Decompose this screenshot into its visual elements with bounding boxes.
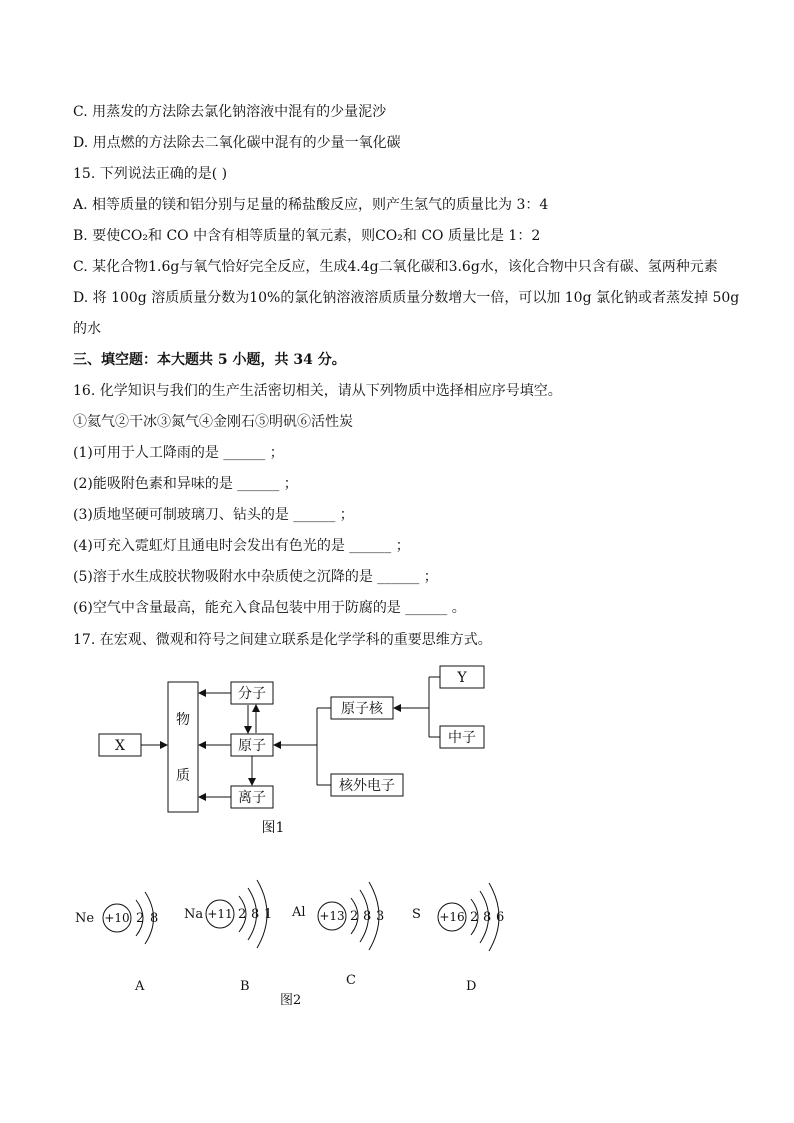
question-15-option-a: A. 相等质量的镁和铝分别与足量的稀盐酸反应，则产生氢气的质量比为 3：4 xyxy=(73,197,549,213)
atom-b-symbol: Na xyxy=(184,907,204,922)
box-substance xyxy=(168,682,198,812)
question-16-item-3: (3)质地坚硬可制玻璃刀、钻头的是 ______ ； xyxy=(73,507,354,523)
atom-b-label: B xyxy=(240,979,250,994)
figure-1-diagram xyxy=(95,664,495,839)
atom-c-charge: +13 xyxy=(319,909,345,923)
label-ion: 离子 xyxy=(238,790,266,806)
figure-1-caption: 图1 xyxy=(261,820,285,836)
question-17-stem: 17. 在宏观、微观和符号之间建立联系是化学学科的重要思维方式。 xyxy=(73,632,492,648)
atom-b-shell-2: 8 xyxy=(251,907,260,922)
question-line-14c: C. 用蒸发的方法除去氯化钠溶液中混有的少量泥沙 xyxy=(73,104,387,120)
question-15-option-d-cont: 的水 xyxy=(73,321,101,337)
atom-c-label: C xyxy=(346,973,356,988)
section-heading: 三、填空题：本大题共 5 小题，共 34 分。 xyxy=(73,352,346,368)
question-16-item-2: (2)能吸附色素和异味的是 ______ ； xyxy=(73,476,298,492)
label-nucleus: 原子核 xyxy=(341,701,383,717)
atom-d-charge: +16 xyxy=(439,910,465,924)
atom-a-charge: +10 xyxy=(104,911,130,925)
question-15-option-d: D. 将 100g 溶质质量分数为10%的氯化钠溶液溶质质量分数增大一倍，可以加 10g 氯化钠或者蒸发掉 50g xyxy=(73,290,740,306)
question-16-item-4: (4)可充入霓虹灯且通电时会发出有色光的是 ______ ； xyxy=(73,538,410,554)
atom-d-shell-2: 8 xyxy=(483,910,492,925)
question-16-stem: 16. 化学知识与我们的生产生活密切相关，请从下列物质中选择相应序号填空。 xyxy=(73,383,562,399)
atom-d-shell-1: 2 xyxy=(470,910,479,925)
atom-c-symbol: Al xyxy=(292,905,306,920)
label-substance-bottom: 质 xyxy=(176,768,190,784)
label-y: Y xyxy=(457,670,467,686)
figure-1 xyxy=(95,664,495,843)
atom-a-shell-1: 2 xyxy=(136,911,145,926)
question-16-item-1: (1)可用于人工降雨的是 ______ ； xyxy=(73,445,284,461)
question-16-item-6: (6)空气中含量最高，能充入食品包装中用于防腐的是 ______ 。 xyxy=(73,600,466,616)
question-15-option-c: C. 某化合物1.6g与氧气恰好完全反应，生成4.4g二氧化碳和3.6g水，该化合物中只含有碳、氢两种元素 xyxy=(73,259,718,275)
question-16-item-5: (5)溶于水生成胶状物吸附水中杂质使之沉降的是 ______ ； xyxy=(73,569,438,585)
question-15-stem: 15. 下列说法正确的是( ) xyxy=(73,166,228,182)
atom-c-shell-1: 2 xyxy=(350,909,359,924)
atom-a-shell-2: 8 xyxy=(150,911,159,926)
atom-b-shell-1: 2 xyxy=(238,907,247,922)
figure-2-diagram xyxy=(70,862,550,1012)
label-substance-top: 物 xyxy=(176,712,190,728)
atom-d-shell-3: 6 xyxy=(496,910,505,925)
atom-c-shell-2: 8 xyxy=(363,909,372,924)
label-electrons: 核外电子 xyxy=(339,778,395,794)
atom-d-symbol: S xyxy=(412,907,421,922)
question-line-14d: D. 用点燃的方法除去二氧化碳中混有的少量一氧化碳 xyxy=(73,135,401,151)
atom-a-label: A xyxy=(135,979,145,994)
atom-a-symbol: Ne xyxy=(75,911,95,926)
question-16-choices: ①氦气②干冰③氮气④金刚石⑤明矾⑥活性炭 xyxy=(73,414,353,430)
figure-2-caption: 图2 xyxy=(280,993,302,1008)
atom-b-charge: +11 xyxy=(207,907,233,921)
atom-d-label: D xyxy=(466,979,477,994)
question-15-option-b: B. 要使CO₂和 CO 中含有相等质量的氧元素，则CO₂和 CO 质量比是 1：2 xyxy=(73,228,541,244)
atom-c-shell-3: 3 xyxy=(376,909,385,924)
label-neutron: 中子 xyxy=(448,730,476,746)
label-atom: 原子 xyxy=(238,738,266,754)
figure-2 xyxy=(70,862,550,1016)
label-x: X xyxy=(115,738,125,754)
label-molecule: 分子 xyxy=(238,686,266,702)
atom-b-shell-3: 1 xyxy=(264,907,273,922)
